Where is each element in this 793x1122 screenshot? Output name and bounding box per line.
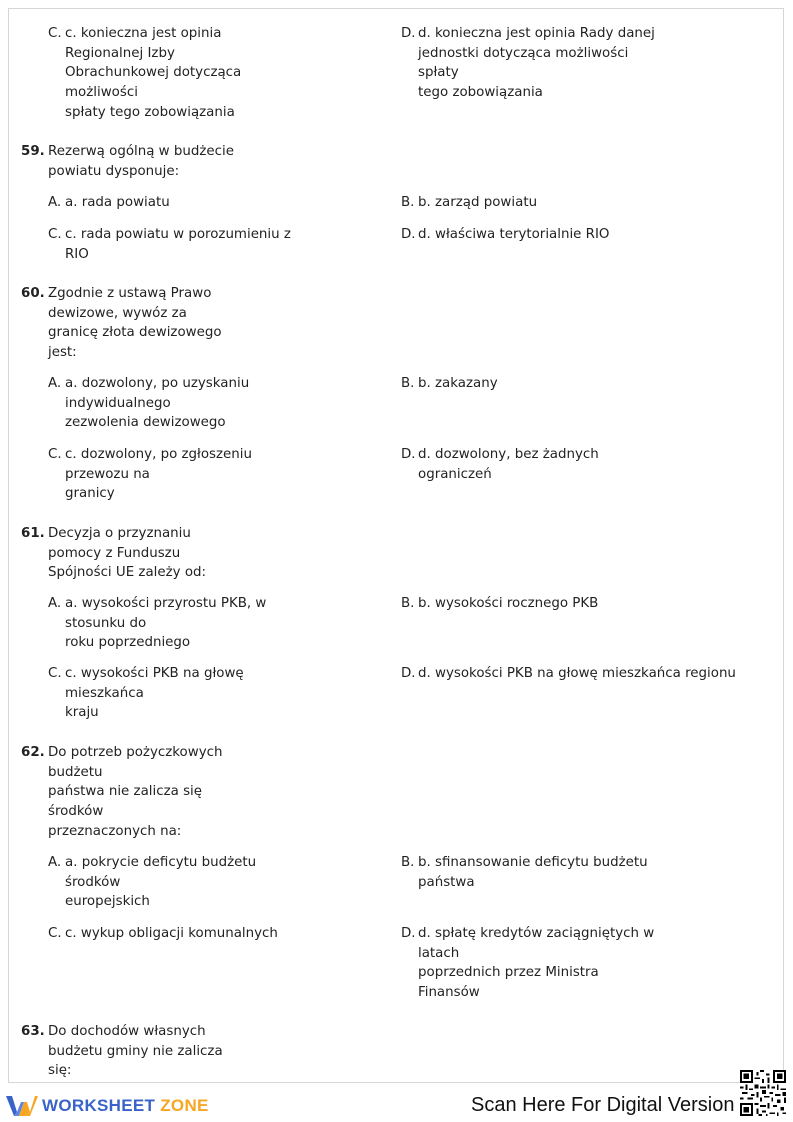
option-b-text: b. sfinansowanie deficytu budżetu	[418, 855, 648, 870]
logo-word-zone: ZONE	[160, 1096, 209, 1115]
question-text: Rezerwą ogólną w budżecie	[48, 144, 234, 159]
option-b-text: b. wysokości rocznego PKB	[418, 596, 599, 611]
option-a-text: stosunku do	[65, 615, 147, 631]
option-d-text: d. konieczna jest opinia Rady danej	[418, 26, 655, 41]
option-c-text: c. dozwolony, po zgłoszeniu	[65, 447, 252, 462]
question-text: Zgodnie z ustawą Prawo	[48, 286, 212, 301]
option-a-text: zezwolenia dewizowego	[65, 415, 226, 431]
question-number: 60.	[21, 286, 45, 301]
option-c-text: c. konieczna jest opinia	[65, 26, 222, 41]
option-a-text: a. wysokości przyrostu PKB, w	[65, 596, 267, 611]
option-c-text: c. wysokości PKB na głowę	[65, 666, 244, 681]
question-text: Spójności UE zależy od:	[48, 565, 207, 581]
option-d-text: d. właściwa terytorialnie RIO	[418, 227, 610, 242]
scan-here-label: Scan Here For Digital Version	[471, 1094, 735, 1116]
question-text: powiatu dysponuje:	[48, 163, 180, 179]
question-text: budżetu gminy nie zalicza	[48, 1043, 223, 1059]
option-b-letter[interactable]: B.	[401, 195, 415, 210]
logo-word-worksheet: WORKSHEET	[42, 1096, 156, 1115]
question-text: państwa nie zalicza się	[48, 784, 202, 800]
option-d-text: spłaty	[418, 65, 459, 81]
worksheetzone-logo	[6, 1093, 209, 1119]
question-number: 61.	[21, 526, 45, 541]
question-text: przeznaczonych na:	[48, 823, 182, 839]
question-number: 62.	[21, 745, 45, 760]
option-b-letter[interactable]: B.	[401, 855, 415, 870]
option-c-text: c. wykup obligacji komunalnych	[65, 926, 278, 941]
option-d-text: Finansów	[418, 985, 480, 1001]
option-a-letter[interactable]: A.	[48, 855, 62, 870]
option-c-letter[interactable]: C.	[48, 227, 62, 242]
option-a-letter[interactable]: A.	[48, 195, 62, 210]
option-d-text: d. dozwolony, bez żadnych	[418, 447, 599, 462]
option-d-text: jednostki dotycząca możliwości	[418, 45, 629, 61]
question-number: 59.	[21, 144, 45, 159]
option-a-letter[interactable]: A.	[48, 376, 62, 391]
option-d-text: d. spłatę kredytów zaciągniętych w	[418, 926, 655, 941]
option-b-text: b. zarząd powiatu	[418, 195, 538, 210]
option-c-text: c. rada powiatu w porozumieniu z	[65, 227, 291, 242]
option-c-text: RIO	[65, 246, 89, 262]
option-a-text: roku poprzedniego	[65, 635, 191, 651]
option-a-text: a. dozwolony, po uzyskaniu	[65, 376, 250, 391]
qr-code-icon[interactable]	[740, 1070, 786, 1116]
option-c-text: spłaty tego zobowiązania	[65, 104, 235, 120]
option-d-text: poprzednich przez Ministra	[418, 965, 599, 981]
question-number: 63.	[21, 1024, 45, 1039]
option-c-text: przewozu na	[65, 466, 150, 482]
option-c-letter[interactable]: C.	[48, 26, 62, 41]
footer	[0, 1085, 793, 1122]
option-c-letter[interactable]: C.	[48, 926, 62, 941]
option-c-text: Regionalnej Izby	[65, 45, 175, 61]
option-b-letter[interactable]: B.	[401, 596, 415, 611]
question-text: granicę złota dewizowego	[48, 325, 222, 341]
option-a-text: a. pokrycie deficytu budżetu	[65, 855, 257, 870]
option-d-letter[interactable]: D.	[401, 666, 416, 681]
option-d-letter[interactable]: D.	[401, 447, 416, 462]
option-d-letter[interactable]: D.	[401, 26, 416, 41]
question-text: Do dochodów własnych	[48, 1024, 206, 1039]
question-text: środków	[48, 804, 104, 820]
option-c-text: granicy	[65, 486, 115, 502]
option-d-letter[interactable]: D.	[401, 227, 416, 242]
option-c-text: kraju	[65, 705, 99, 721]
option-a-text: środków	[65, 874, 121, 890]
option-d-text: ograniczeń	[418, 466, 492, 482]
question-text: dewizowe, wywóz za	[48, 305, 187, 321]
option-d-text: latach	[418, 945, 460, 961]
option-c-text: Obrachunkowej dotycząca	[65, 65, 242, 81]
question-text: się:	[48, 1063, 72, 1079]
question-text: pomocy z Funduszu	[48, 545, 181, 561]
option-c-text: mieszkańca	[65, 685, 144, 701]
option-c-letter[interactable]: C.	[48, 666, 62, 681]
option-c-letter[interactable]: C.	[48, 447, 62, 462]
question-text: budżetu	[48, 764, 103, 780]
logo-text	[42, 1096, 209, 1116]
question-text: Do potrzeb pożyczkowych	[48, 745, 223, 760]
option-a-letter[interactable]: A.	[48, 596, 62, 611]
option-a-text: indywidualnego	[65, 395, 171, 411]
option-d-text: d. wysokości PKB na głowę mieszkańca regionu	[418, 666, 736, 681]
option-b-text: b. zakazany	[418, 376, 498, 391]
option-b-letter[interactable]: B.	[401, 376, 415, 391]
option-a-text: europejskich	[65, 894, 150, 910]
option-b-text: państwa	[418, 874, 475, 890]
option-c-text: możliwości	[65, 85, 138, 101]
option-a-text: a. rada powiatu	[65, 195, 170, 210]
option-d-text: tego zobowiązania	[418, 85, 543, 101]
logo-w-icon	[6, 1094, 38, 1118]
question-text: jest:	[48, 345, 77, 361]
option-d-letter[interactable]: D.	[401, 926, 416, 941]
question-text: Decyzja o przyznaniu	[48, 526, 191, 541]
